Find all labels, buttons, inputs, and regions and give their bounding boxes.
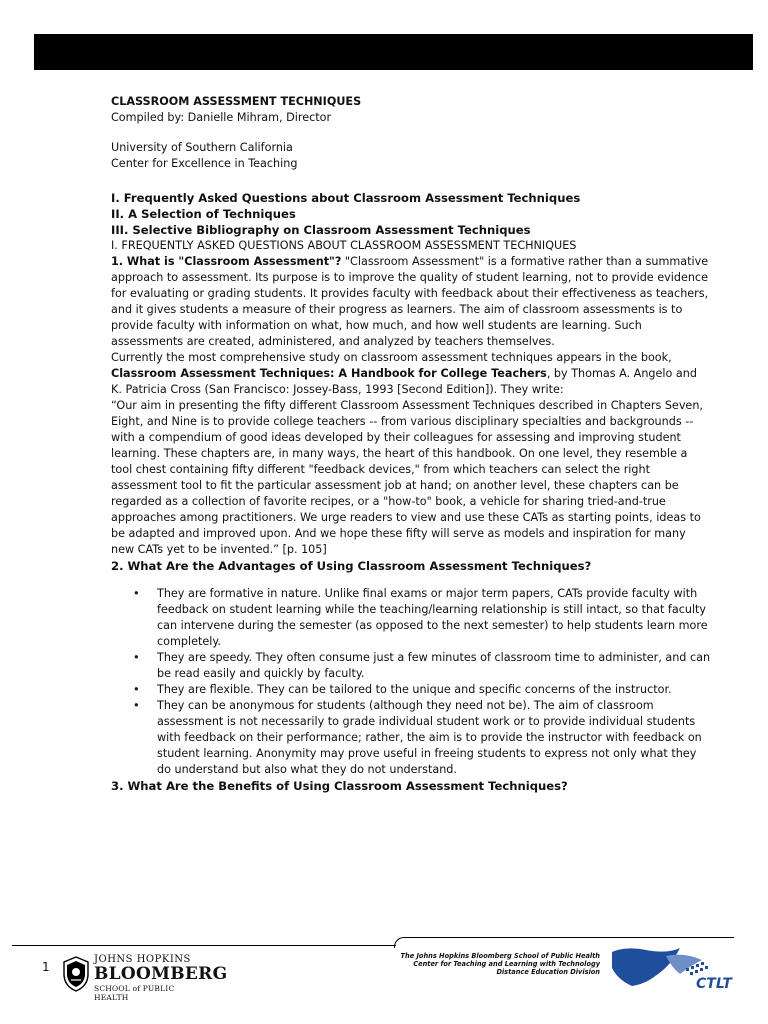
study-intro: Currently the most comprehensive study on classroom assessment techniques appears in the book, [111,351,672,364]
q1-paragraph [111,254,711,350]
ctlt-label: CTLT [696,976,732,992]
table-of-contents [111,190,711,238]
footer-attribution [380,952,600,976]
list-item-text: They are speedy. They often consume just a few minutes of classroom time to administer, and can be read easily and quickly by faculty. [157,651,711,680]
org-line-1: University of Southern California [111,141,293,154]
jh-line-3: SCHOOL of PUBLIC HEALTH [94,984,175,1002]
list-item-text: They are flexible. They can be tailored to the unique and specific concerns of the instructor. [157,683,672,696]
quote-paragraph: “Our aim in presenting the fifty different Classroom Assessment Techniques described in Chapters Seven, Eight, and Nine is to provide college teachers -- from various disciplinary specialties and backgrounds -- with a compendium of good ideas developed by their colleagues for assessing and improving student learning. These chapters are, in many ways, the heart of this handbook. On one level, they resemble a tool chest containing fifty different "feedback devices," from which teachers can select the right assessment tool to fit the particular assessment job at hand; on another level, these chapters can be regarded as a collection of favorite recipes, or a "how-to" book, a vehicle for sharing tried-and-true approaches among practitioners. We urge readers to view and use these CATs as starting points, ideas to be adapted and improved upon. And we hope these fifty will serve as models and inspiration for many new CATs yet to be invented.” [p. 105] [111,399,703,556]
jh-line-1: JOHNS HOPKINS [94,954,191,965]
list-item [111,682,711,698]
jh-line-2: BLOOMBERG [94,964,228,984]
q1-label: 1. What is "Classroom Assessment"? [111,255,342,268]
compiled-by: Compiled by: Danielle Mihram, Director [111,111,332,124]
study-paragraph [111,350,711,398]
bullet-icon: • [133,683,140,696]
q2-heading: 2. What Are the Advantages of Using Classroom Assessment Techniques? [111,559,592,573]
toc-item-3[interactable]: III. Selective Bibliography on Classroom Assessment Techniques [111,223,531,237]
footer-line-3: Distance Education Division [496,968,600,976]
document-title: CLASSROOM ASSESSMENT TECHNIQUES [111,95,362,108]
footer-line-1: The Johns Hopkins Bloomberg School of Public Health [400,952,600,960]
page-number: 1 [42,960,50,974]
book-rest: , by Thomas A. Angelo and K. Patricia Cross (San Francisco: Jossey-Bass, 1993 [Second Edition]). They write: [111,367,697,396]
jh-seal-icon [62,956,90,992]
q3-heading: 3. What Are the Benefits of Using Classroom Assessment Techniques? [111,779,568,793]
footer-divider-left [12,945,396,946]
ctlt-logo-icon [606,944,738,992]
johns-hopkins-logo [62,954,228,1002]
q1-body: "Classroom Assessment" is a formative rather than a summative approach to assessment. Its purpose is to improve the quality of student learning, not to provide evidence for evaluating or grading students. It provides faculty with feedback about their effectiveness as teachers, and it gives students a measure of their progress as learners. The aim of classroom assessments is to provide faculty with information on what, how much, and how well students are learning. Such assessments are created, administered, and analyzed by teachers themselves. [111,255,709,348]
list-item [111,698,711,778]
book-title: Classroom Assessment Techniques: A Handbook for College Teachers [111,367,547,380]
footer-divider-curve [394,937,407,948]
section-1-heading: I. FREQUENTLY ASKED QUESTIONS ABOUT CLASSROOM ASSESSMENT TECHNIQUES [111,239,577,252]
document-body [111,94,711,794]
list-item [111,650,711,682]
footer-divider-right [404,937,734,938]
bullet-icon: • [133,699,140,712]
toc-item-1[interactable]: I. Frequently Asked Questions about Classroom Assessment Techniques [111,191,581,205]
footer-line-2: Center for Teaching and Learning with Technology [413,960,600,968]
list-item-text: They can be anonymous for students (although they need not be). The aim of classroom assessment is not necessarily to grade individual student work or to provide individual students with feedback on their performance; rather, the aim is to provide the instructor with feedback on student learning. Anonymity may prove useful in freeing students to express not only what they do understand but also what they do not understand. [157,699,702,776]
list-item [111,586,711,650]
org-line-2: Center for Excellence in Teaching [111,157,298,170]
toc-item-2[interactable]: II. A Selection of Techniques [111,207,296,221]
header-bar [34,34,753,70]
bullet-icon: • [133,651,140,664]
list-item-text: They are formative in nature. Unlike final exams or major term papers, CATs provide faculty with feedback on student learning while the teaching/learning relationship is still intact, so that faculty can intervene during the semester (as opposed to the next semester) to help students learn more completely. [157,587,708,648]
advantages-list [111,586,711,778]
bullet-icon: • [133,587,140,600]
